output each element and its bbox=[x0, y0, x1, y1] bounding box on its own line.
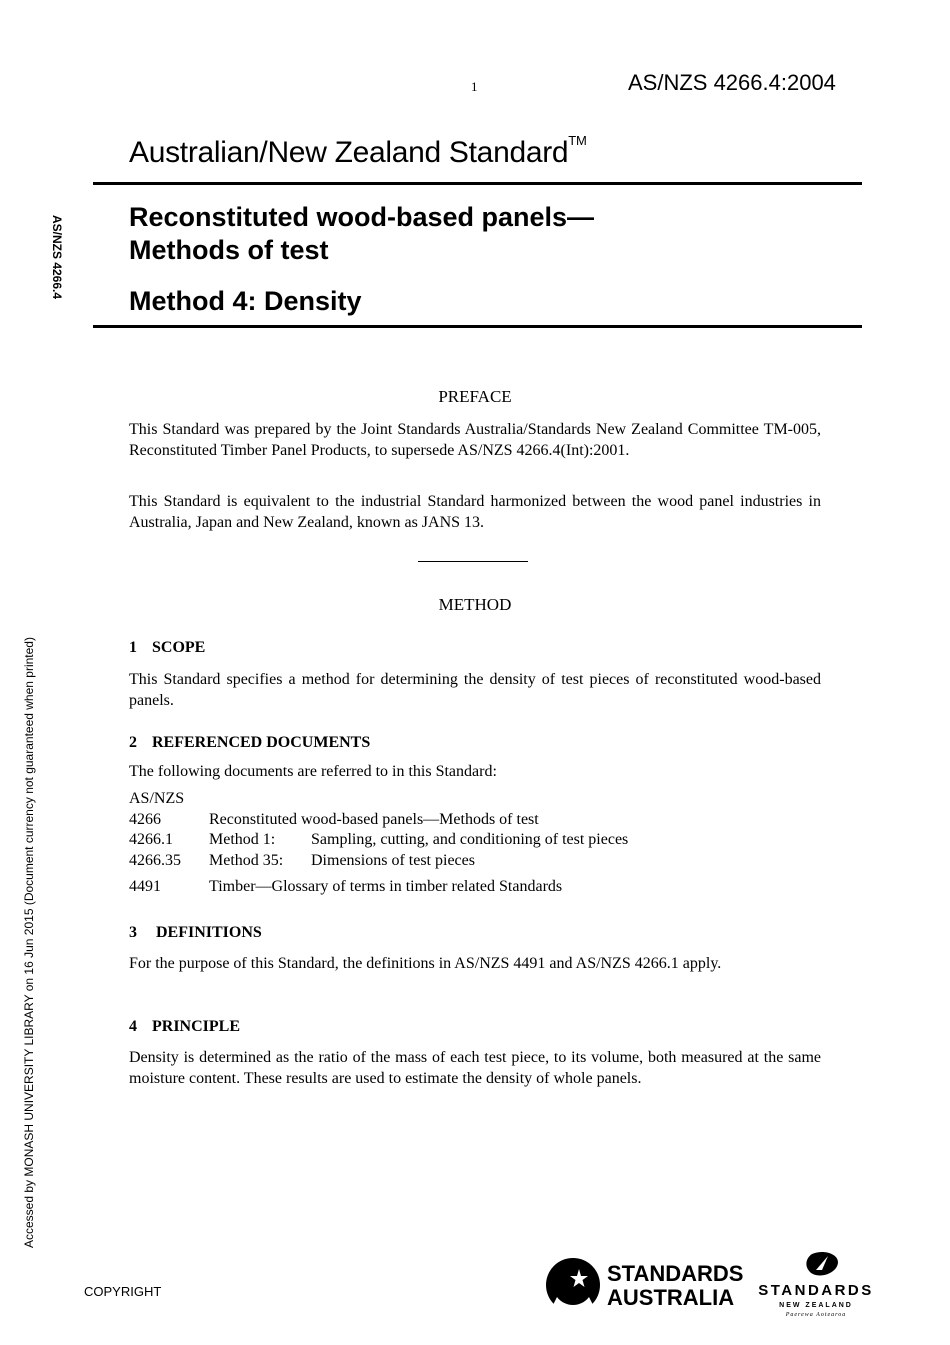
section-number: 3 bbox=[129, 924, 137, 941]
section-number: 1 bbox=[129, 639, 137, 656]
side-standard-code: AS/NZS 4266.4 bbox=[50, 215, 64, 300]
section-4-heading bbox=[129, 1018, 240, 1036]
reference-part: Method 35: bbox=[209, 851, 284, 869]
standard-family-title bbox=[129, 133, 587, 170]
preface-heading: PREFACE bbox=[438, 387, 512, 406]
standards-new-zealand-logo bbox=[756, 1250, 876, 1318]
section-title: DEFINITIONS bbox=[156, 924, 262, 941]
section-3-body: For the purpose of this Standard, the definitions in AS/NZS 4491 and AS/NZS 4266.1 apply. bbox=[129, 955, 722, 972]
sa-logo-text-2: AUSTRALIA bbox=[607, 1285, 735, 1310]
section-number: 2 bbox=[129, 734, 137, 751]
method-title: Method 4: Density bbox=[129, 286, 362, 316]
nz-logo-text-3: Paerewa Aotearoa bbox=[785, 1312, 847, 1318]
reference-title: Reconstituted wood-based panels—Methods of test bbox=[209, 810, 539, 828]
title-line-1: Reconstituted wood-based panels— bbox=[129, 202, 595, 232]
standard-family-text: Australian/New Zealand Standard bbox=[129, 136, 569, 169]
reference-title: Dimensions of test pieces bbox=[311, 851, 475, 869]
reference-title: Sampling, cutting, and conditioning of test pieces bbox=[311, 831, 629, 848]
section-divider bbox=[418, 561, 528, 562]
reference-code: 4491 bbox=[129, 878, 161, 895]
reference-group: AS/NZS bbox=[129, 790, 185, 807]
preface-paragraph-1: This Standard was prepared by the Joint Standards Australia/Standards New Zealand Committee TM-005, Reconstituted Timber Panel Products, to supersede AS/NZS 4266.4(Int):2001. bbox=[129, 421, 821, 459]
reference-title: Timber—Glossary of terms in timber related Standards bbox=[209, 878, 563, 895]
section-1-heading bbox=[129, 639, 205, 657]
method-heading: METHOD bbox=[438, 595, 512, 614]
reference-list bbox=[129, 790, 628, 899]
section-number: 4 bbox=[129, 1018, 137, 1035]
reference-part: Method 1: bbox=[209, 831, 276, 848]
reference-row bbox=[129, 811, 628, 832]
section-3-heading bbox=[129, 924, 262, 942]
section-4-body: Density is determined as the ratio of the mass of each test piece, to its volume, both measured at the same moisture content. These results are used to estimate the density of whole panels. bbox=[129, 1049, 821, 1087]
standard-code: AS/NZS 4266.4:2004 bbox=[628, 70, 836, 95]
nz-logo-text-2: NEW ZEALAND bbox=[779, 1302, 853, 1309]
reference-row bbox=[129, 878, 628, 899]
reference-code: 4266.1 bbox=[129, 831, 173, 848]
reference-code: 4266.35 bbox=[129, 851, 181, 869]
title-rule-bottom bbox=[93, 325, 862, 328]
section-2-heading bbox=[129, 734, 370, 752]
access-watermark: Accessed by MONASH UNIVERSITY LIBRARY on 16 Jun 2015 (Document currency not guaranteed when printed) bbox=[22, 637, 36, 1248]
document-title bbox=[129, 201, 594, 267]
title-line-2: Methods of test bbox=[129, 235, 329, 265]
preface-paragraph-2: This Standard is equivalent to the industrial Standard harmonized between the wood panel industries in Australia, Japan and New Zealand, known as JANS 13. bbox=[129, 493, 821, 531]
trademark-mark: TM bbox=[568, 133, 587, 148]
standards-australia-logo bbox=[545, 1257, 745, 1313]
title-rule-top bbox=[93, 182, 862, 185]
reference-row bbox=[129, 831, 628, 852]
section-title: REFERENCED DOCUMENTS bbox=[152, 734, 371, 751]
section-title: SCOPE bbox=[152, 639, 206, 656]
section-title: PRINCIPLE bbox=[152, 1018, 241, 1035]
section-2-body: The following documents are referred to in this Standard: bbox=[129, 763, 497, 780]
page-number: 1 bbox=[471, 79, 478, 94]
reference-row bbox=[129, 852, 628, 873]
reference-code: 4266 bbox=[129, 810, 161, 828]
sa-logo-text-1: STANDARDS bbox=[607, 1261, 744, 1286]
section-1-body: This Standard specifies a method for determining the density of test pieces of reconstituted wood-based panels. bbox=[129, 671, 821, 709]
copyright-label: COPYRIGHT bbox=[84, 1284, 162, 1299]
nz-logo-text-1: STANDARDS bbox=[758, 1282, 874, 1299]
